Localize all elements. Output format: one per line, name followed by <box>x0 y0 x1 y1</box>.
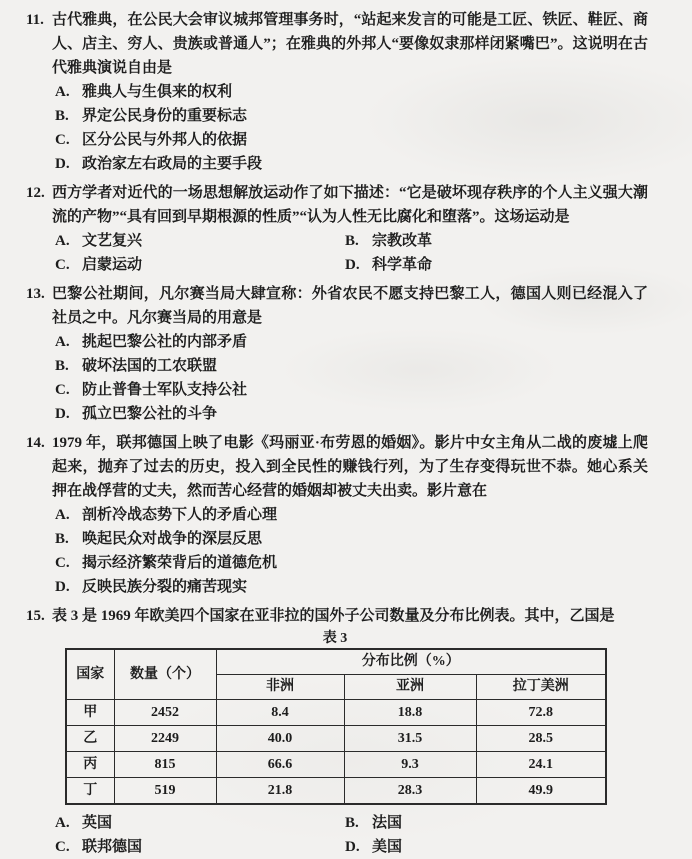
option-14-c-label: C. <box>55 555 70 571</box>
question-13-stem: 巴黎公社期间，凡尔赛当局大肆宣称：外省农民不愿支持巴黎工人，德国人则已经混入了社员之中。凡尔赛当局的用意是 <box>52 286 648 326</box>
table-header-africa: 非洲 <box>216 675 344 700</box>
option-12-c <box>52 253 342 277</box>
question-15 <box>26 604 648 859</box>
question-15-number: 15. <box>26 608 45 624</box>
table-header-quantity: 数量（个） <box>114 649 216 700</box>
question-12 <box>26 181 648 277</box>
option-13-d-text: 孤立巴黎公社的斗争 <box>82 406 218 422</box>
question-12-options <box>52 229 648 277</box>
table-cell: 丁 <box>66 778 114 805</box>
option-12-d <box>342 253 648 277</box>
option-12-b-text: 宗教改革 <box>372 233 433 249</box>
table-cell: 815 <box>114 752 216 778</box>
option-12-c-text: 启蒙运动 <box>82 257 143 273</box>
option-13-a <box>52 330 648 354</box>
option-11-a-label: A. <box>55 84 70 100</box>
table-title: 表 3 <box>322 631 348 646</box>
option-14-b-label: B. <box>55 531 69 547</box>
option-14-c-text: 揭示经济繁荣背后的道德危机 <box>82 555 278 571</box>
option-11-b-text: 界定公民身份的重要标志 <box>82 108 248 124</box>
option-15-d <box>342 835 648 859</box>
option-15-a-label: A. <box>55 815 70 831</box>
table-header-country: 国家 <box>66 649 114 700</box>
table-cell: 66.6 <box>216 752 344 778</box>
option-13-d <box>52 402 648 426</box>
option-14-b <box>52 527 648 551</box>
option-14-d-text: 反映民族分裂的痛苦现实 <box>82 579 248 595</box>
option-13-c-label: C. <box>55 382 70 398</box>
question-12-number: 12. <box>26 185 45 201</box>
option-15-b-label: B. <box>345 815 359 831</box>
option-11-d-label: D. <box>55 156 70 172</box>
table-cell: 乙 <box>66 726 114 752</box>
table-row-bing <box>66 752 606 778</box>
table-header-latin-america: 拉丁美洲 <box>476 675 606 700</box>
option-12-c-label: C. <box>55 257 70 273</box>
option-12-b-label: B. <box>345 233 359 249</box>
table-header-asia: 亚洲 <box>344 675 476 700</box>
option-14-a-label: A. <box>55 507 70 523</box>
table-cell: 2452 <box>114 700 216 726</box>
option-12-a-label: A. <box>55 233 70 249</box>
table-cell: 21.8 <box>216 778 344 805</box>
option-11-a-text: 雅典人与生俱来的权利 <box>82 84 233 100</box>
option-15-a <box>52 811 342 835</box>
question-13-number: 13. <box>26 286 45 302</box>
table-cell: 18.8 <box>344 700 476 726</box>
option-12-d-label: D. <box>345 257 360 273</box>
table-cell: 8.4 <box>216 700 344 726</box>
option-11-b-label: B. <box>55 108 69 124</box>
table-cell: 519 <box>114 778 216 805</box>
option-13-b-text: 破坏法国的工农联盟 <box>82 358 218 374</box>
question-13-options <box>52 330 648 426</box>
question-14-options <box>52 503 648 599</box>
option-13-b <box>52 354 648 378</box>
question-14-stem: 1979 年，联邦德国上映了电影《玛丽亚·布劳恩的婚姻》。影片中女主角从二战的废墟上爬起来，抛弃了过去的历史，投入到全民性的赚钱行列，为了生存变得玩世不恭。她心系关押在战俘营的丈夫，然而苦心经营的婚姻却被丈夫出卖。影片意在 <box>52 435 648 499</box>
question-11-stem: 古代雅典，在公民大会审议城邦管理事务时，“站起来发言的可能是工匠、铁匠、鞋匠、商人、店主、穷人、贵族或普通人”；在雅典的外邦人“要像奴隶那样闭紧嘴巴”。这说明在古代雅典演说自由是 <box>52 12 648 76</box>
option-15-c-text: 联邦德国 <box>82 839 143 855</box>
table-cell: 2249 <box>114 726 216 752</box>
table-row-ding <box>66 778 606 805</box>
option-15-d-text: 美国 <box>372 839 403 855</box>
table-cell: 72.8 <box>476 700 606 726</box>
question-11-options <box>52 80 648 176</box>
question-15-options <box>52 811 648 859</box>
option-15-c <box>52 835 342 859</box>
option-13-a-text: 挑起巴黎公社的内部矛盾 <box>82 334 248 350</box>
option-15-a-text: 英国 <box>82 815 113 831</box>
question-11 <box>26 8 648 176</box>
table-cell: 9.3 <box>344 752 476 778</box>
table-cell: 31.5 <box>344 726 476 752</box>
option-13-c-text: 防止普鲁士军队支持公社 <box>82 382 248 398</box>
question-12-stem: 西方学者对近代的一场思想解放运动作了如下描述：“它是破坏现存秩序的个人主义强大潮流的产物”“具有回到早期根源的性质”“认为人性无比腐化和堕落”。这场运动是 <box>52 185 648 225</box>
option-11-a <box>52 80 648 104</box>
table-cell: 28.3 <box>344 778 476 805</box>
option-14-d <box>52 575 648 599</box>
option-14-a <box>52 503 648 527</box>
option-12-a <box>52 229 342 253</box>
option-13-d-label: D. <box>55 406 70 422</box>
question-15-stem: 表 3 是 1969 年欧美四个国家在亚非拉的国外子公司数量及分布比例表。其中，乙国是 <box>52 608 615 624</box>
option-15-b <box>342 811 648 835</box>
option-12-d-text: 科学革命 <box>372 257 433 273</box>
table-header-distribution: 分布比例（%） <box>216 649 606 675</box>
option-11-b <box>52 104 648 128</box>
table-cell: 28.5 <box>476 726 606 752</box>
option-14-b-text: 唤起民众对战争的深层反思 <box>82 531 263 547</box>
option-14-a-text: 剖析冷战态势下人的矛盾心理 <box>82 507 278 523</box>
option-15-c-label: C. <box>55 839 70 855</box>
option-14-c <box>52 551 648 575</box>
option-13-b-label: B. <box>55 358 69 374</box>
option-13-c <box>52 378 648 402</box>
table-cell: 24.1 <box>476 752 606 778</box>
table-cell: 49.9 <box>476 778 606 805</box>
option-12-a-text: 文艺复兴 <box>82 233 143 249</box>
option-12-b <box>342 229 648 253</box>
question-11-number: 11. <box>26 12 44 28</box>
table-cell: 甲 <box>66 700 114 726</box>
option-11-c-label: C. <box>55 132 70 148</box>
table-row-yi <box>66 726 606 752</box>
table-cell: 丙 <box>66 752 114 778</box>
table-cell: 40.0 <box>216 726 344 752</box>
subsidiaries-table <box>65 648 607 805</box>
option-11-c-text: 区分公民与外邦人的依据 <box>82 132 248 148</box>
option-13-a-label: A. <box>55 334 70 350</box>
table-row-jia <box>66 700 606 726</box>
option-14-d-label: D. <box>55 579 70 595</box>
question-13 <box>26 282 648 426</box>
option-11-d <box>52 152 648 176</box>
option-11-d-text: 政治家左右政局的主要手段 <box>82 156 263 172</box>
option-15-d-label: D. <box>345 839 360 855</box>
option-15-b-text: 法国 <box>372 815 403 831</box>
option-11-c <box>52 128 648 152</box>
question-14 <box>26 431 648 599</box>
question-14-number: 14. <box>26 435 45 451</box>
